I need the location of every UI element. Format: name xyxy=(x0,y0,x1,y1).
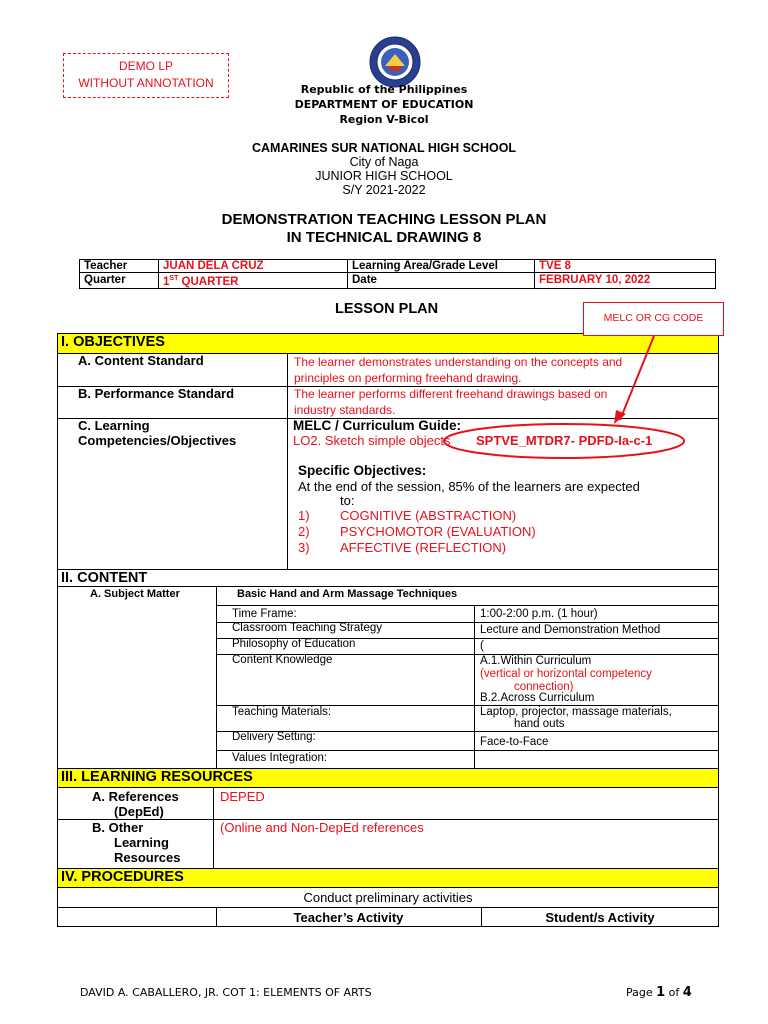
delivery-label: Delivery Setting: xyxy=(232,731,316,743)
quarter-value: 1ST QUARTER xyxy=(159,273,348,289)
region-text: Region V-Bicol xyxy=(339,113,429,126)
school-year-text: S/Y 2021-2022 xyxy=(342,183,426,197)
references-label-line2: (DepEd) xyxy=(114,804,164,819)
melc-text: LO2. Sketch simple objects xyxy=(293,433,451,448)
teacher-value: JUAN DELA CRUZ xyxy=(159,260,348,273)
knowledge-label: Content Knowledge xyxy=(232,654,333,666)
references-value: DEPED xyxy=(220,789,265,804)
knowledge-value-3: connection) xyxy=(514,681,574,693)
lesson-info-table xyxy=(79,259,716,289)
strategy-label: Classroom Teaching Strategy xyxy=(232,622,382,634)
country-text: Republic of the Philippines xyxy=(300,83,468,96)
date-value: FEBRUARY 10, 2022 xyxy=(535,273,716,289)
callout-arrow-line xyxy=(620,336,654,420)
melc-callout-label: MELC OR CG CODE xyxy=(603,312,704,324)
competencies-label-line1: C. Learning xyxy=(78,418,150,433)
philosophy-value: ( xyxy=(480,640,484,652)
content-heading: II. CONTENT xyxy=(61,570,148,586)
other-resources-value: (Online and Non-DepEd references xyxy=(220,820,424,835)
subject-matter-value: Basic Hand and Arm Massage Techniques xyxy=(237,588,458,600)
references-label-line1: A. References xyxy=(92,789,179,804)
city-text: City of Naga xyxy=(349,155,419,169)
resources-heading: III. LEARNING RESOURCES xyxy=(61,769,253,785)
performance-standard-label: B. Performance Standard xyxy=(78,386,235,401)
lesson-plan-heading: LESSON PLAN xyxy=(335,301,439,317)
performance-standard-line1: The learner performs different freehand drawings based on xyxy=(294,387,608,401)
objective-item-2: 2) PSYCHOMOTOR (EVALUATION) xyxy=(298,524,536,539)
philosophy-label: Philosophy of Education xyxy=(232,638,356,650)
teacher-activity-header: Teacher’s Activity xyxy=(293,910,404,925)
materials-value-1: Laptop, projector, massage materials, xyxy=(480,706,672,718)
knowledge-value-2: (vertical or horizontal competency xyxy=(480,668,652,680)
level-text: JUNIOR HIGH SCHOOL xyxy=(315,169,453,183)
callout-annotation xyxy=(440,330,700,470)
teacher-label: Teacher xyxy=(80,260,159,273)
content-standard-line2: principles on performing freehand drawing. xyxy=(294,371,522,385)
quarter-label: Quarter xyxy=(80,273,159,289)
specific-objectives-heading: Specific Objectives: xyxy=(298,463,427,478)
materials-label: Teaching Materials: xyxy=(232,706,332,718)
other-resources-label-line2: Learning xyxy=(114,835,169,850)
strategy-value: Lecture and Demonstration Method xyxy=(480,624,661,636)
specific-intro-line1: At the end of the session, 85% of the learners are expected xyxy=(298,479,640,494)
objectives-heading: I. OBJECTIVES xyxy=(61,334,165,350)
content-standard-label: A. Content Standard xyxy=(78,353,204,368)
student-activity-header: Student/s Activity xyxy=(545,910,655,925)
melc-heading: MELC / Curriculum Guide: xyxy=(293,418,462,433)
other-resources-label-line3: Resources xyxy=(114,850,181,865)
time-frame-label: Time Frame: xyxy=(232,608,297,620)
subject-matter-label: A. Subject Matter xyxy=(90,588,180,600)
area-label: Learning Area/Grade Level xyxy=(348,260,535,273)
materials-value-2: hand outs xyxy=(514,718,565,730)
objective-item-1: 1) COGNITIVE (ABSTRACTION) xyxy=(298,508,517,523)
footer-left-text: DAVID A. CABALLERO, JR. COT 1: ELEMENTS OF ARTS xyxy=(80,986,372,999)
delivery-value: Face-to-Face xyxy=(480,736,549,748)
procedures-heading: IV. PROCEDURES xyxy=(61,869,184,885)
melc-code-ellipse xyxy=(444,424,684,458)
melc-code: SPTVE_MTDR7- PDFD-Ia-c-1 xyxy=(476,433,653,448)
knowledge-value-4: B.2.Across Curriculum xyxy=(480,692,595,704)
date-label: Date xyxy=(348,273,535,289)
demo-lp-line1: DEMO LP xyxy=(118,59,173,73)
title-line2: IN TECHNICAL DRAWING 8 xyxy=(286,229,482,246)
specific-intro-line2: to: xyxy=(340,493,355,508)
other-resources-label-line1: B. Other xyxy=(92,820,144,835)
deped-seal-icon xyxy=(369,36,421,88)
title-line1: DEMONSTRATION TEACHING LESSON PLAN xyxy=(221,211,547,228)
knowledge-value-1: A.1.Within Curriculum xyxy=(480,655,592,667)
page-number: Page 1 of 4 xyxy=(626,985,692,1000)
time-frame-value: 1:00-2:00 p.m. (1 hour) xyxy=(480,608,598,620)
content-standard-line1: The learner demonstrates understanding on the concepts and xyxy=(294,355,623,369)
department-text: DEPARTMENT OF EDUCATION xyxy=(294,98,474,111)
performance-standard-line2: industry standards. xyxy=(294,403,396,417)
area-value: TVE 8 xyxy=(535,260,716,273)
values-label: Values Integration: xyxy=(232,752,328,764)
preliminary-activities: Conduct preliminary activities xyxy=(303,890,473,905)
demo-lp-line2: WITHOUT ANNOTATION xyxy=(78,76,214,90)
school-name: CAMARINES SUR NATIONAL HIGH SCHOOL xyxy=(251,141,517,155)
competencies-label-line2: Competencies/Objectives xyxy=(78,433,237,448)
objective-item-3: 3) AFFECTIVE (REFLECTION) xyxy=(298,540,507,555)
